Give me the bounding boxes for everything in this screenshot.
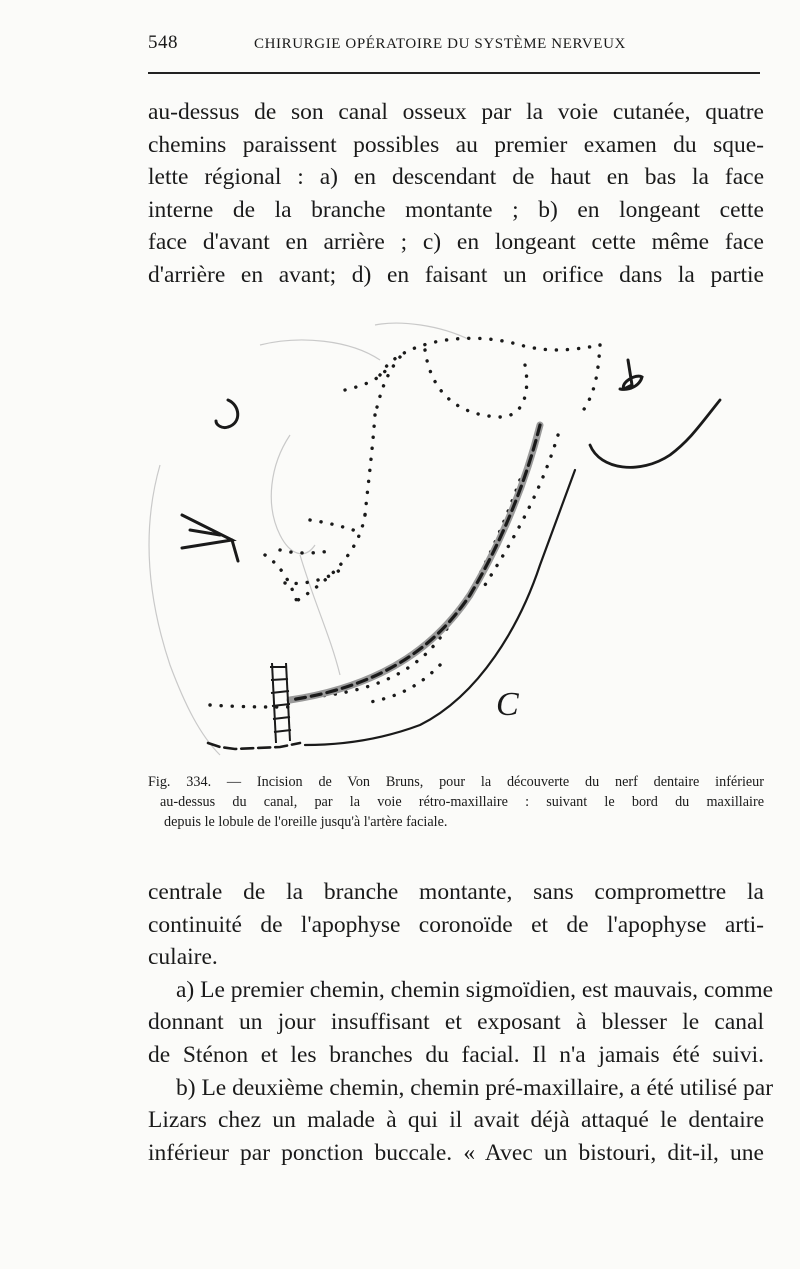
incision-line bbox=[290, 425, 540, 700]
page-number: 548 bbox=[148, 32, 178, 53]
dotted-outline bbox=[485, 435, 558, 585]
text-line: face d'avant en arrière ; c) en longeant cette même face bbox=[148, 229, 764, 256]
text-line: au-dessus de son canal osseux par la voie cutanée, quatre bbox=[148, 99, 764, 125]
dotted-outlines bbox=[210, 338, 600, 707]
caption-line: au-dessus du canal, par la voie rétro-maxillaire : suivant le bord du maxillaire bbox=[160, 794, 764, 810]
jaw-outer-line bbox=[305, 470, 575, 745]
text-line: interne de la branche montante ; b) en longeant cette bbox=[148, 196, 764, 223]
text-line: donnant un jour insuffisant et exposant à blesser le canal bbox=[148, 1009, 764, 1036]
lip-outline bbox=[590, 400, 720, 467]
running-head: CHIRURGIE OPÉRATOIRE DU SYSTÈME NERVEUX bbox=[254, 36, 626, 52]
dotted-mandible-outline bbox=[210, 338, 600, 707]
dotted-outline bbox=[380, 338, 600, 375]
caption-line: Fig. 334. — Incision de Von Bruns, pour la découverte du nerf dentaire inférieur bbox=[148, 774, 764, 790]
header-rule bbox=[148, 72, 760, 74]
text-line: d'arrière en avant; d) en faisant un orifice dans la partie bbox=[148, 261, 764, 288]
text-line: a) Le premier chemin, chemin sigmoïdien, est mauvais, comme bbox=[176, 976, 774, 1003]
paragraph-lower bbox=[148, 876, 774, 1169]
figure-caption bbox=[148, 772, 764, 832]
dotted-outline bbox=[580, 345, 600, 415]
text-line: culaire. bbox=[148, 944, 218, 971]
faint-head-outline bbox=[149, 323, 470, 755]
page-header bbox=[148, 30, 760, 58]
paragraph-top bbox=[148, 96, 764, 292]
dotted-outline bbox=[365, 415, 375, 515]
dotted-outline bbox=[425, 350, 527, 417]
eye-mark bbox=[182, 515, 238, 561]
chin-dash bbox=[208, 743, 300, 749]
ear-lobe-mark bbox=[216, 400, 238, 428]
incision-illustration bbox=[140, 305, 780, 765]
nose-mark bbox=[620, 360, 642, 389]
text-line: Lizars chez un malade à qui il avait déjà attaqué le dentaire bbox=[148, 1107, 764, 1134]
dotted-outline bbox=[310, 520, 362, 533]
text-line: b) Le deuxième chemin, chemin pré-maxillaire, a été utilisé par bbox=[176, 1074, 774, 1101]
dotted-outline bbox=[265, 555, 298, 605]
incision-shade bbox=[290, 425, 540, 700]
text-line: chemins paraissent possibles au premier examen du sque- bbox=[148, 131, 764, 158]
caption-line: depuis le lobule de l'oreille jusqu'à l'artère faciale. bbox=[164, 814, 448, 830]
label-c: C bbox=[496, 686, 519, 723]
retractor bbox=[270, 663, 291, 743]
dotted-outline bbox=[365, 665, 440, 703]
figure-334 bbox=[140, 305, 780, 765]
text-line: lette régional : a) en descendant de haut en bas la face bbox=[148, 164, 764, 191]
text-line: centrale de la branche montante, sans compromettre la bbox=[148, 879, 764, 905]
text-line: inférieur par ponction buccale. « Avec un bistouri, dit-il, une bbox=[148, 1139, 764, 1166]
text-line: continuité de l'apophyse coronoïde et de l'apophyse arti- bbox=[148, 911, 764, 938]
text-line: de Sténon et les branches du facial. Il n'a jamais été suivi. bbox=[148, 1041, 764, 1068]
